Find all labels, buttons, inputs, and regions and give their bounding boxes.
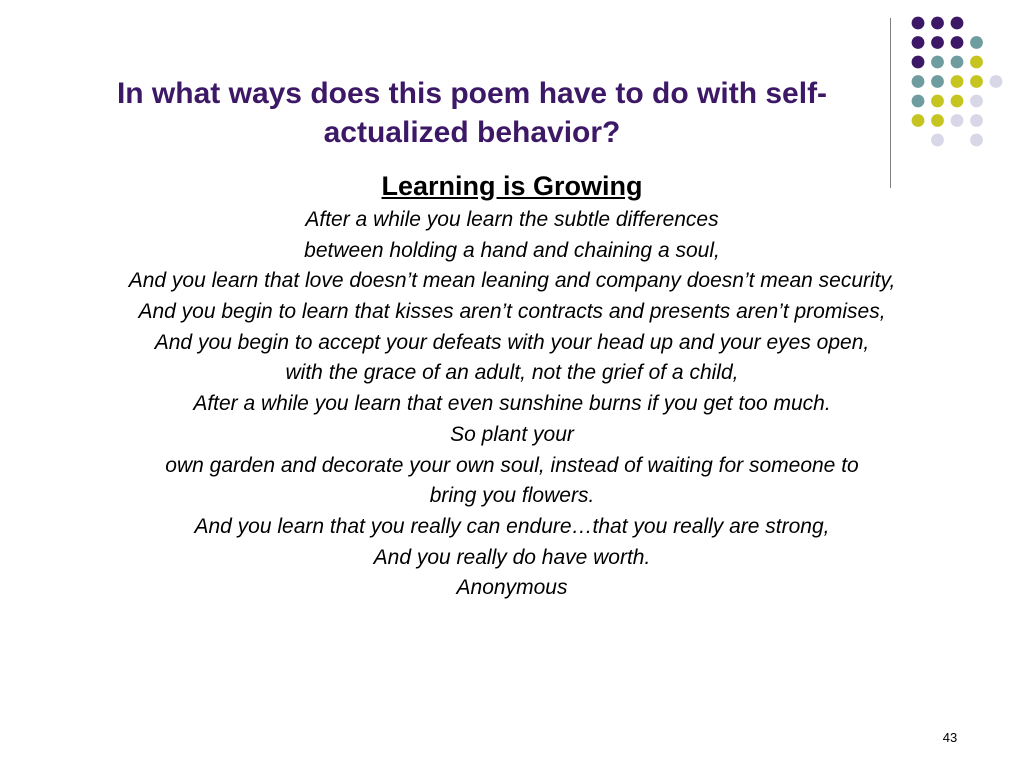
decorative-dot	[931, 36, 944, 49]
poem-author: Anonymous	[456, 576, 568, 600]
decorative-dot	[912, 56, 925, 69]
decorative-dot	[931, 17, 944, 30]
poem-line: between holding a hand and chaining a soul,	[304, 238, 720, 262]
decorative-dot	[912, 114, 925, 127]
decorative-dot	[912, 36, 925, 49]
poem-line: And you begin to learn that kisses aren’t contracts and presents aren’t promises,	[138, 300, 886, 324]
decorative-dot	[951, 95, 964, 108]
poem-line: And you begin to accept your defeats with your head up and your eyes open,	[154, 330, 870, 354]
decorative-dot	[951, 56, 964, 69]
poem-line: And you learn that you really can endure…that you really are strong,	[194, 514, 830, 538]
decorative-dot	[970, 56, 983, 69]
decorative-dot	[912, 17, 925, 30]
decorative-dot	[931, 56, 944, 69]
poem-line: After a while you learn that even sunshine burns if you get too much.	[193, 392, 831, 416]
decorative-dot	[970, 95, 983, 108]
decorative-dot	[912, 95, 925, 108]
poem-line: bring you flowers.	[429, 484, 595, 508]
decorative-dot	[970, 75, 983, 88]
decorative-dot	[990, 75, 1003, 88]
decorative-dot	[951, 114, 964, 127]
poem-line: And you really do have worth.	[373, 545, 651, 569]
decorative-dot	[931, 95, 944, 108]
decorative-dot	[970, 36, 983, 49]
poem-line: So plant your	[450, 422, 574, 446]
poem-line: And you learn that love doesn’t mean leaning and company doesn’t mean security,	[128, 269, 896, 293]
decorative-dot	[951, 17, 964, 30]
decorative-dot	[951, 75, 964, 88]
decorative-dot	[931, 114, 944, 127]
poem-line: with the grace of an adult, not the grief of a child,	[285, 361, 739, 385]
poem-body	[0, 167, 1024, 604]
poem-title: Learning is Growing	[381, 171, 643, 201]
decorative-dot	[970, 134, 983, 147]
decorative-dot	[951, 36, 964, 49]
decorative-dot	[970, 114, 983, 127]
decorative-dot	[912, 75, 925, 88]
poem-line: own garden and decorate your own soul, instead of waiting for someone to	[165, 453, 859, 477]
page-number: 43	[942, 730, 958, 745]
decorative-dot	[931, 75, 944, 88]
slide-title: In what ways does this poem have to do with self- actualized behavior?	[116, 77, 828, 149]
decorative-dot	[931, 134, 944, 147]
poem-line: After a while you learn the subtle differences	[305, 208, 719, 231]
